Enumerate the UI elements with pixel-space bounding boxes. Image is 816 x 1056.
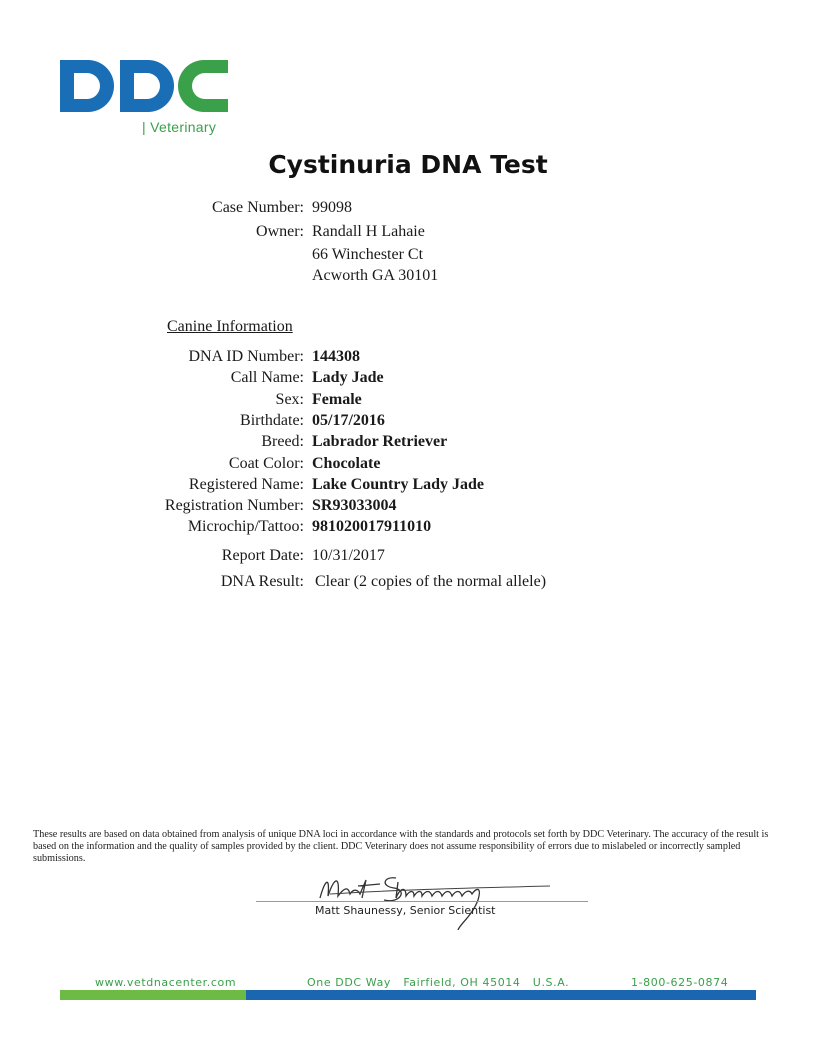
dna-result-value: Clear (2 copies of the normal allele) [315, 573, 547, 590]
footer-bar-blue [246, 990, 756, 1000]
disclaimer-text: These results are based on data obtained from analysis of unique DNA loci in accordance with the standards and protocols set forth by DDC Veterinary. The accuracy of the result is based on the information and the quality of samples provided by the client. DDC Veterinary does not assume responsibility of errors due to mislabeled or incorrectly sampled submissions. [33, 829, 769, 864]
canine-field-value: 981020017911010 [312, 518, 432, 536]
canine-field-value: Female [312, 390, 362, 408]
case-number-value: 99098 [312, 199, 352, 216]
canine-section-title: Canine Information [167, 318, 293, 335]
canine-field-value: Chocolate [312, 454, 381, 472]
footer-phone: 1-800-625-0874 [631, 976, 729, 989]
canine-field-label: Coat Color: [228, 454, 304, 472]
page-title: Cystinuria DNA Test [268, 150, 548, 179]
logo-subtitle: | Veterinary [142, 119, 217, 135]
owner-label: Owner: [256, 223, 304, 240]
case-number-label: Case Number: [212, 199, 304, 216]
canine-field-label: Birthdate: [240, 411, 304, 429]
canine-field-label: Sex: [275, 390, 304, 408]
report-date-label: Report Date: [221, 547, 304, 564]
canine-field-label: Registration Number: [164, 497, 304, 515]
footer-address: One DDC Way Fairfield, OH 45014 U.S.A. [307, 976, 570, 989]
canine-field-label: Registered Name: [188, 475, 304, 493]
canine-field-label: DNA ID Number: [188, 348, 304, 365]
signature-line [256, 901, 588, 902]
footer-bar-green [60, 990, 246, 1000]
signature-name: Matt Shaunessy, Senior Scientist [315, 904, 496, 917]
canine-field-value: SR93033004 [312, 497, 397, 515]
canine-field-value: Labrador Retriever [312, 433, 448, 451]
canine-field-value: Lady Jade [312, 369, 384, 387]
canine-field-label: Breed: [261, 433, 304, 451]
canine-field-value: 05/17/2016 [312, 411, 385, 429]
report-date-value: 10/31/2017 [312, 547, 385, 564]
canine-field-value: 144308 [312, 348, 360, 365]
canine-field-value: Lake Country Lady Jade [312, 475, 485, 493]
owner-address2: Acworth GA 30101 [312, 267, 439, 284]
footer-website: www.vetdnacenter.com [95, 976, 237, 989]
signature-image [300, 860, 560, 930]
canine-field-label: Call Name: [230, 369, 304, 387]
owner-name: Randall H Lahaie [312, 223, 425, 240]
dna-result-label: DNA Result: [220, 573, 304, 590]
owner-address1: 66 Winchester Ct [312, 246, 424, 263]
canine-field-label: Microchip/Tattoo: [187, 518, 304, 536]
